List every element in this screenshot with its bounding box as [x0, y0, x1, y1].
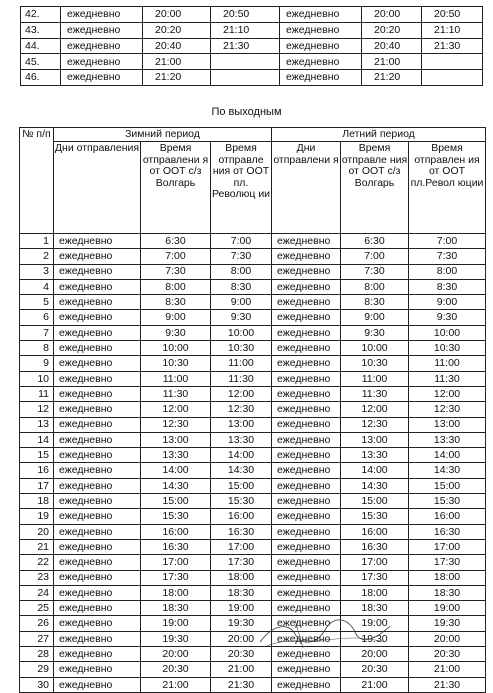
- header-summer-volgar-departure: Время отправле ния от ООТ с/з Волгарь: [341, 142, 409, 234]
- winter-revolution-time: 10:00: [211, 325, 272, 340]
- winter-days: ежедневно: [54, 234, 141, 249]
- summer-revolution-time: 8:30: [409, 279, 486, 294]
- winter-days: ежедневно: [54, 539, 141, 554]
- summer-days: ежедневно: [272, 279, 341, 294]
- winter-revolution-time: 12:00: [211, 386, 272, 401]
- winter-volgar-time: 17:00: [141, 555, 211, 570]
- winter-volgar-time: 15:00: [141, 494, 211, 509]
- winter-revolution-time: 14:30: [211, 463, 272, 478]
- winter-revolution-time: 9:30: [211, 310, 272, 325]
- winter-revolution-time: 16:00: [211, 509, 272, 524]
- row-number: 24: [20, 585, 54, 600]
- summer-revolution-time: 14:30: [409, 463, 486, 478]
- winter-volgar-time: 12:30: [141, 417, 211, 432]
- summer-volgar-time: 11:00: [341, 371, 409, 386]
- header-summer-days: Дни отправлени я: [272, 142, 341, 234]
- winter-days: ежедневно: [54, 616, 141, 631]
- summer-days: ежедневно: [272, 570, 341, 585]
- winter-volgar-time: 13:30: [141, 448, 211, 463]
- winter-days: ежедневно: [54, 310, 141, 325]
- row-number: 9: [20, 356, 54, 371]
- winter-volgar-time: 19:00: [141, 616, 211, 631]
- summer-volgar-time: 18:00: [341, 585, 409, 600]
- summer-volgar-time: 6:30: [341, 234, 409, 249]
- summer-volgar-time: 8:30: [341, 295, 409, 310]
- winter-volgar-time: 20:20: [143, 22, 211, 38]
- winter-volgar-time: 9:00: [141, 310, 211, 325]
- weekend-schedule-table: [19, 127, 486, 693]
- row-number: 4: [20, 279, 54, 294]
- table-row: [20, 402, 486, 417]
- summer-volgar-time: 12:00: [341, 402, 409, 417]
- row-number: 19: [20, 509, 54, 524]
- summer-volgar-time: 10:00: [341, 341, 409, 356]
- winter-volgar-time: 13:00: [141, 432, 211, 447]
- summer-days: ежедневно: [272, 295, 341, 310]
- summer-volgar-time: 7:00: [341, 249, 409, 264]
- summer-revolution-time: 7:30: [409, 249, 486, 264]
- summer-days: ежедневно: [272, 478, 341, 493]
- summer-volgar-time: 7:30: [341, 264, 409, 279]
- winter-revolution-time: 19:30: [211, 616, 272, 631]
- summer-revolution-time: 9:00: [409, 295, 486, 310]
- table-row: [20, 356, 486, 371]
- winter-days: ежедневно: [54, 356, 141, 371]
- summer-days: ежедневно: [272, 616, 341, 631]
- row-number: 20: [20, 524, 54, 539]
- table-row: [20, 417, 486, 432]
- winter-revolution-time: 11:30: [211, 371, 272, 386]
- table-row: [20, 585, 486, 600]
- summer-days: ежедневно: [280, 22, 362, 38]
- winter-volgar-time: 20:30: [141, 662, 211, 677]
- winter-volgar-time: 15:30: [141, 509, 211, 524]
- row-number: 5: [20, 295, 54, 310]
- table-row: [20, 279, 486, 294]
- summer-days: ежедневно: [272, 555, 341, 570]
- summer-volgar-time: 20:20: [362, 22, 422, 38]
- summer-days: ежедневно: [272, 432, 341, 447]
- summer-volgar-time: 17:30: [341, 570, 409, 585]
- winter-revolution-time: 15:30: [211, 494, 272, 509]
- winter-volgar-time: 11:00: [141, 371, 211, 386]
- winter-days: ежедневно: [54, 570, 141, 585]
- table-row: [20, 601, 486, 616]
- winter-days: ежедневно: [54, 631, 141, 646]
- row-number: 16: [20, 463, 54, 478]
- summer-days: ежедневно: [272, 494, 341, 509]
- row-number: 7: [20, 325, 54, 340]
- header-number: № п/п: [20, 128, 54, 234]
- row-number: 28: [20, 647, 54, 662]
- table-row: [20, 631, 486, 646]
- summer-volgar-time: 11:30: [341, 386, 409, 401]
- summer-volgar-time: 19:30: [341, 631, 409, 646]
- summer-days: ежедневно: [272, 310, 341, 325]
- summer-volgar-time: 8:00: [341, 279, 409, 294]
- row-number: 6: [20, 310, 54, 325]
- summer-revolution-time: 19:30: [409, 616, 486, 631]
- table-row: [20, 570, 486, 585]
- table-row: [20, 234, 486, 249]
- summer-volgar-time: 21:00: [362, 54, 422, 70]
- summer-revolution-time: 21:30: [409, 677, 486, 692]
- winter-volgar-time: 7:00: [141, 249, 211, 264]
- winter-days: ежедневно: [54, 325, 141, 340]
- summer-volgar-time: 15:00: [341, 494, 409, 509]
- winter-revolution-time: 7:30: [211, 249, 272, 264]
- summer-days: ежедневно: [272, 356, 341, 371]
- winter-days: ежедневно: [54, 494, 141, 509]
- header-summer-revolution-departure: Время отправлен ия от ООТ пл.Револ юции: [409, 142, 486, 234]
- winter-revolution-time: 7:00: [211, 234, 272, 249]
- table-row: [20, 677, 486, 692]
- row-number: 43.: [21, 22, 61, 38]
- winter-volgar-time: 21:00: [143, 54, 211, 70]
- summer-days: ежедневно: [280, 70, 362, 86]
- winter-revolution-time: 8:30: [211, 279, 272, 294]
- row-number: 46.: [21, 70, 61, 86]
- summer-revolution-time: 12:30: [409, 402, 486, 417]
- summer-days: ежедневно: [272, 524, 341, 539]
- summer-volgar-time: 12:30: [341, 417, 409, 432]
- row-number: 15: [20, 448, 54, 463]
- winter-volgar-time: 6:30: [141, 234, 211, 249]
- winter-revolution-time: 21:10: [211, 22, 280, 38]
- summer-revolution-time: 16:00: [409, 509, 486, 524]
- summer-volgar-time: 15:30: [341, 509, 409, 524]
- winter-days: ежедневно: [54, 463, 141, 478]
- summer-revolution-time: 7:00: [409, 234, 486, 249]
- summer-volgar-time: 16:30: [341, 539, 409, 554]
- summer-volgar-time: 17:00: [341, 555, 409, 570]
- winter-days: ежедневно: [54, 524, 141, 539]
- winter-revolution-time: 13:30: [211, 432, 272, 447]
- summer-revolution-time: 16:30: [409, 524, 486, 539]
- table-row: [20, 295, 486, 310]
- summer-revolution-time: [422, 54, 483, 70]
- row-number: 23: [20, 570, 54, 585]
- row-number: 29: [20, 662, 54, 677]
- header-summer-period: Летний период: [272, 128, 486, 142]
- table-row: [21, 70, 483, 86]
- winter-revolution-time: 21:30: [211, 677, 272, 692]
- summer-days: ежедневно: [272, 463, 341, 478]
- row-number: 27: [20, 631, 54, 646]
- summer-volgar-time: 13:30: [341, 448, 409, 463]
- row-number: 26: [20, 616, 54, 631]
- winter-days: ежедневно: [54, 647, 141, 662]
- summer-days: ежедневно: [272, 325, 341, 340]
- table-row: [20, 524, 486, 539]
- winter-volgar-time: 8:30: [141, 295, 211, 310]
- summer-days: ежедневно: [272, 249, 341, 264]
- summer-revolution-time: 15:30: [409, 494, 486, 509]
- winter-days: ежедневно: [54, 341, 141, 356]
- summer-volgar-time: 21:00: [341, 677, 409, 692]
- summer-volgar-time: 20:00: [341, 647, 409, 662]
- summer-volgar-time: 20:00: [362, 7, 422, 23]
- row-number: 45.: [21, 54, 61, 70]
- summer-revolution-time: 15:00: [409, 478, 486, 493]
- summer-volgar-time: 14:00: [341, 463, 409, 478]
- summer-days: ежедневно: [272, 631, 341, 646]
- row-number: 3: [20, 264, 54, 279]
- summer-revolution-time: 11:00: [409, 356, 486, 371]
- summer-revolution-time: 10:30: [409, 341, 486, 356]
- winter-days: ежедневно: [54, 478, 141, 493]
- winter-revolution-time: 11:00: [211, 356, 272, 371]
- table-row: [20, 509, 486, 524]
- summer-revolution-time: 14:00: [409, 448, 486, 463]
- row-number: 8: [20, 341, 54, 356]
- row-number: 17: [20, 478, 54, 493]
- winter-days: ежедневно: [54, 662, 141, 677]
- table-row: [20, 463, 486, 478]
- winter-volgar-time: 11:30: [141, 386, 211, 401]
- row-number: 21: [20, 539, 54, 554]
- row-number: 13: [20, 417, 54, 432]
- winter-volgar-time: 14:30: [141, 478, 211, 493]
- winter-revolution-time: 15:00: [211, 478, 272, 493]
- winter-volgar-time: 9:30: [141, 325, 211, 340]
- winter-volgar-time: 17:30: [141, 570, 211, 585]
- row-number: 42.: [21, 7, 61, 23]
- winter-days: ежедневно: [61, 54, 143, 70]
- summer-revolution-time: 13:30: [409, 432, 486, 447]
- section-title: По выходным: [211, 106, 282, 118]
- winter-days: ежедневно: [54, 402, 141, 417]
- summer-volgar-time: 16:00: [341, 524, 409, 539]
- winter-days: ежедневно: [54, 585, 141, 600]
- summer-revolution-time: 19:00: [409, 601, 486, 616]
- summer-days: ежедневно: [272, 601, 341, 616]
- winter-revolution-time: 16:30: [211, 524, 272, 539]
- winter-days: ежедневно: [54, 295, 141, 310]
- row-number: 1: [20, 234, 54, 249]
- header-winter-period: Зимний период: [54, 128, 272, 142]
- table-header: [20, 128, 486, 234]
- winter-volgar-time: 16:30: [141, 539, 211, 554]
- winter-revolution-time: 20:50: [211, 7, 280, 23]
- table-row: [20, 371, 486, 386]
- table-row: [20, 325, 486, 340]
- table-row: [20, 555, 486, 570]
- winter-days: ежедневно: [54, 249, 141, 264]
- summer-volgar-time: 20:30: [341, 662, 409, 677]
- table-row: [20, 386, 486, 401]
- winter-days: ежедневно: [61, 70, 143, 86]
- table-row: [21, 38, 483, 54]
- winter-revolution-time: 9:00: [211, 295, 272, 310]
- winter-volgar-time: 20:40: [143, 38, 211, 54]
- summer-revolution-time: 18:00: [409, 570, 486, 585]
- winter-days: ежедневно: [54, 555, 141, 570]
- winter-revolution-time: 21:30: [211, 38, 280, 54]
- winter-days: ежедневно: [54, 448, 141, 463]
- summer-days: ежедневно: [272, 662, 341, 677]
- winter-volgar-time: 21:00: [141, 677, 211, 692]
- winter-revolution-time: 14:00: [211, 448, 272, 463]
- summer-volgar-time: 9:30: [341, 325, 409, 340]
- summer-days: ежедневно: [272, 386, 341, 401]
- table-row: [21, 22, 483, 38]
- row-number: 18: [20, 494, 54, 509]
- table-row: [20, 662, 486, 677]
- winter-revolution-time: 20:00: [211, 631, 272, 646]
- continuation-schedule-table: [20, 6, 483, 86]
- winter-revolution-time: [211, 70, 280, 86]
- summer-volgar-time: 21:20: [362, 70, 422, 86]
- table-row: [20, 494, 486, 509]
- summer-revolution-time: 8:00: [409, 264, 486, 279]
- summer-days: ежедневно: [272, 417, 341, 432]
- summer-days: ежедневно: [272, 647, 341, 662]
- summer-revolution-time: 11:30: [409, 371, 486, 386]
- summer-volgar-time: 18:30: [341, 601, 409, 616]
- summer-days: ежедневно: [272, 509, 341, 524]
- summer-days: ежедневно: [272, 264, 341, 279]
- winter-revolution-time: 18:00: [211, 570, 272, 585]
- winter-revolution-time: [211, 54, 280, 70]
- table-row: [21, 54, 483, 70]
- winter-revolution-time: 18:30: [211, 585, 272, 600]
- summer-volgar-time: 20:40: [362, 38, 422, 54]
- winter-days: ежедневно: [54, 417, 141, 432]
- summer-revolution-time: 21:00: [409, 662, 486, 677]
- winter-volgar-time: 8:00: [141, 279, 211, 294]
- row-number: 10: [20, 371, 54, 386]
- header-winter-days: Дни отправления: [54, 142, 141, 234]
- winter-revolution-time: 13:00: [211, 417, 272, 432]
- winter-volgar-time: 20:00: [143, 7, 211, 23]
- winter-volgar-time: 10:30: [141, 356, 211, 371]
- winter-volgar-time: 21:20: [143, 70, 211, 86]
- summer-volgar-time: 19:00: [341, 616, 409, 631]
- summer-volgar-time: 14:30: [341, 478, 409, 493]
- table-row: [20, 448, 486, 463]
- winter-revolution-time: 10:30: [211, 341, 272, 356]
- summer-revolution-time: 12:00: [409, 386, 486, 401]
- winter-revolution-time: 8:00: [211, 264, 272, 279]
- table-row: [20, 478, 486, 493]
- winter-volgar-time: 10:00: [141, 341, 211, 356]
- winter-days: ежедневно: [54, 677, 141, 692]
- summer-revolution-time: 18:30: [409, 585, 486, 600]
- winter-volgar-time: 14:00: [141, 463, 211, 478]
- table-row: [20, 264, 486, 279]
- winter-days: ежедневно: [61, 22, 143, 38]
- summer-volgar-time: 10:30: [341, 356, 409, 371]
- summer-days: ежедневно: [280, 38, 362, 54]
- summer-revolution-time: 17:00: [409, 539, 486, 554]
- row-number: 44.: [21, 38, 61, 54]
- table-row: [20, 616, 486, 631]
- winter-revolution-time: 21:00: [211, 662, 272, 677]
- winter-volgar-time: 19:30: [141, 631, 211, 646]
- winter-volgar-time: 7:30: [141, 264, 211, 279]
- summer-revolution-time: 21:10: [422, 22, 483, 38]
- winter-days: ежедневно: [54, 264, 141, 279]
- summer-revolution-time: 20:30: [409, 647, 486, 662]
- winter-revolution-time: 20:30: [211, 647, 272, 662]
- row-number: 30: [20, 677, 54, 692]
- winter-days: ежедневно: [54, 432, 141, 447]
- table-row: [20, 341, 486, 356]
- summer-days: ежедневно: [272, 371, 341, 386]
- summer-days: ежедневно: [280, 54, 362, 70]
- winter-volgar-time: 18:30: [141, 601, 211, 616]
- winter-revolution-time: 12:30: [211, 402, 272, 417]
- winter-revolution-time: 17:00: [211, 539, 272, 554]
- table-row: [21, 7, 483, 23]
- summer-revolution-time: 17:30: [409, 555, 486, 570]
- header-winter-revolution-departure: Время отправле ния от ООТ пл. Революц ии: [211, 142, 272, 234]
- table-row: [20, 647, 486, 662]
- winter-days: ежедневно: [61, 38, 143, 54]
- winter-volgar-time: 20:00: [141, 647, 211, 662]
- summer-revolution-time: 10:00: [409, 325, 486, 340]
- row-number: 11: [20, 386, 54, 401]
- winter-revolution-time: 19:00: [211, 601, 272, 616]
- header-winter-volgar-departure: Время отправлени я от ООТ с/з Волгарь: [141, 142, 211, 234]
- winter-revolution-time: 17:30: [211, 555, 272, 570]
- winter-days: ежедневно: [61, 7, 143, 23]
- weekend-table-body: [20, 234, 486, 693]
- winter-days: ежедневно: [54, 509, 141, 524]
- summer-revolution-time: 9:30: [409, 310, 486, 325]
- continuation-table-body: [21, 7, 483, 86]
- table-row: [20, 310, 486, 325]
- winter-volgar-time: 12:00: [141, 402, 211, 417]
- summer-volgar-time: 13:00: [341, 432, 409, 447]
- winter-days: ежедневно: [54, 601, 141, 616]
- summer-days: ежедневно: [272, 402, 341, 417]
- row-number: 12: [20, 402, 54, 417]
- summer-days: ежедневно: [272, 234, 341, 249]
- summer-revolution-time: 20:50: [422, 7, 483, 23]
- row-number: 2: [20, 249, 54, 264]
- winter-days: ежедневно: [54, 386, 141, 401]
- winter-days: ежедневно: [54, 279, 141, 294]
- row-number: 14: [20, 432, 54, 447]
- winter-volgar-time: 18:00: [141, 585, 211, 600]
- summer-revolution-time: [422, 70, 483, 86]
- summer-days: ежедневно: [280, 7, 362, 23]
- summer-days: ежедневно: [272, 341, 341, 356]
- row-number: 22: [20, 555, 54, 570]
- summer-days: ежедневно: [272, 585, 341, 600]
- table-row: [20, 432, 486, 447]
- summer-revolution-time: 13:00: [409, 417, 486, 432]
- winter-volgar-time: 16:00: [141, 524, 211, 539]
- summer-revolution-time: 20:00: [409, 631, 486, 646]
- summer-revolution-time: 21:30: [422, 38, 483, 54]
- summer-volgar-time: 9:00: [341, 310, 409, 325]
- summer-days: ежедневно: [272, 539, 341, 554]
- table-row: [20, 539, 486, 554]
- winter-days: ежедневно: [54, 371, 141, 386]
- summer-days: ежедневно: [272, 448, 341, 463]
- summer-days: ежедневно: [272, 677, 341, 692]
- row-number: 25: [20, 601, 54, 616]
- table-row: [20, 249, 486, 264]
